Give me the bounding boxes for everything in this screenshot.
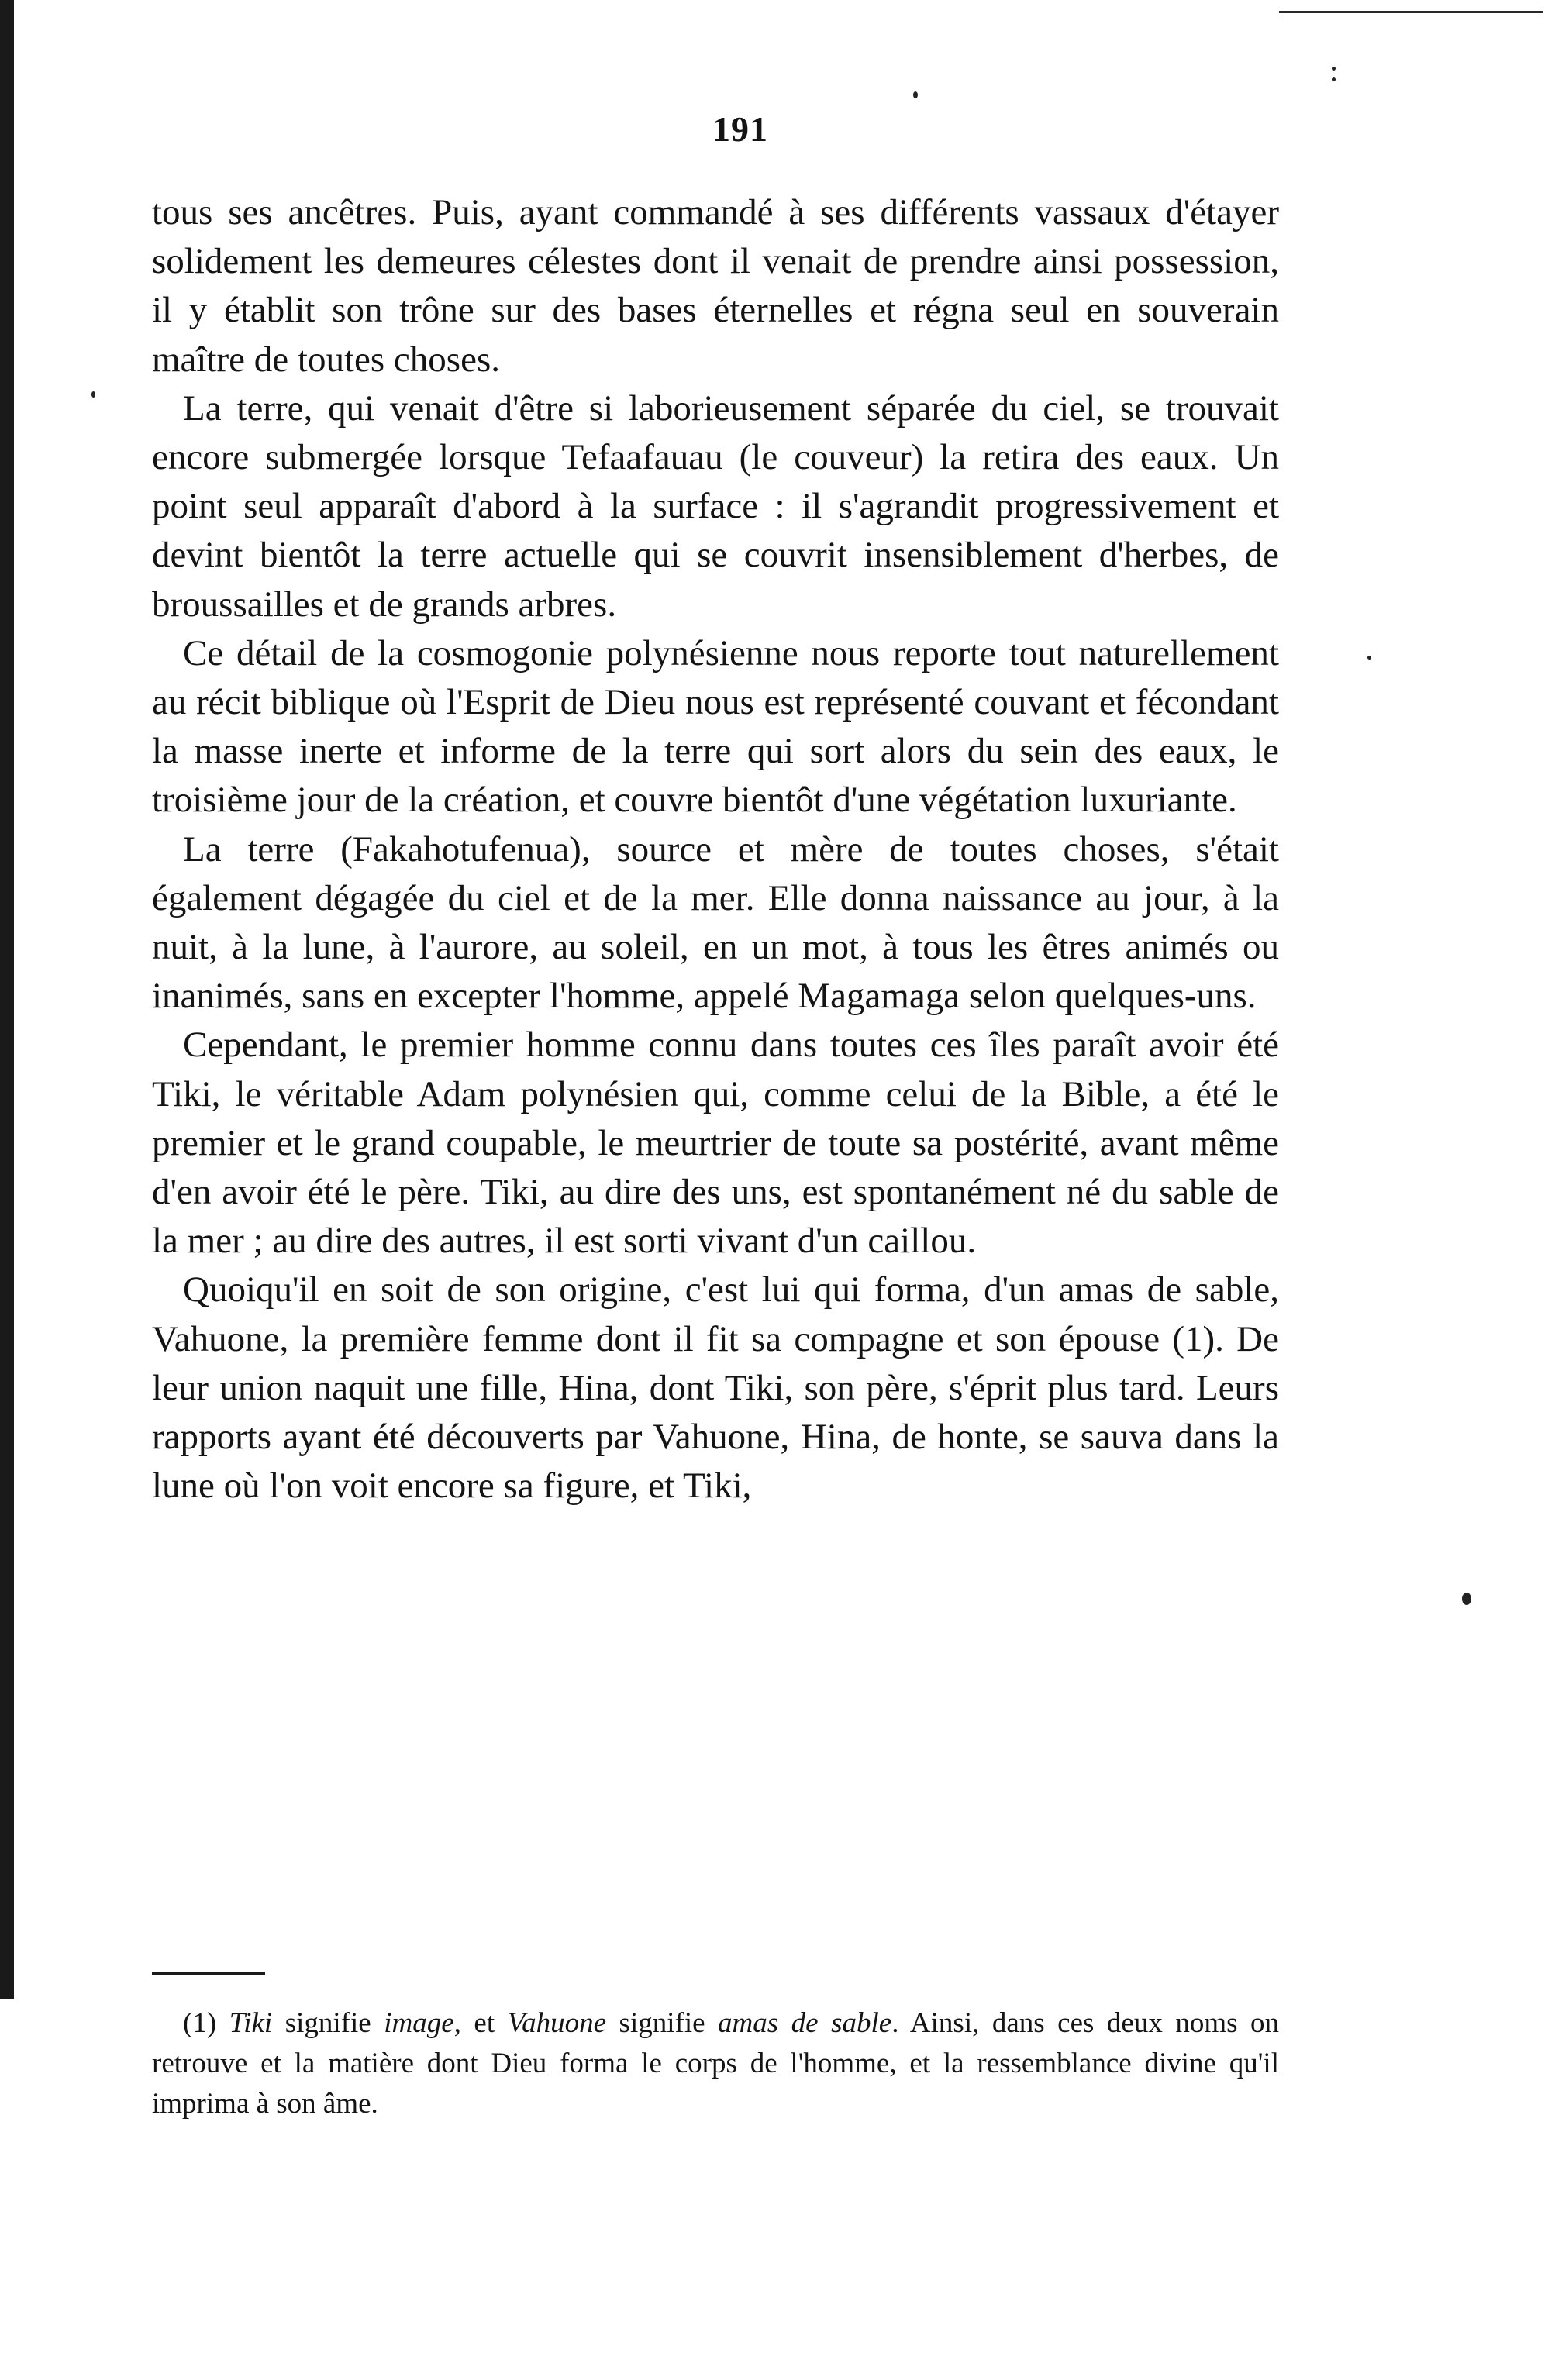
scan-speck	[1462, 1593, 1471, 1605]
scan-speck	[1367, 656, 1371, 660]
footnote-text: signifie	[272, 2007, 384, 2039]
footnote-marker: (1)	[183, 2007, 217, 2039]
footnote-meaning: amas de sable	[718, 2007, 892, 2039]
scan-edge-line	[1279, 11, 1543, 13]
scan-speck	[91, 391, 95, 398]
footnote-text: signifie	[606, 2007, 719, 2039]
scan-speck	[913, 91, 918, 98]
paragraph: tous ses ancêtres. Puis, ayant commandé à ses différents vassaux d'étayer solidement les demeures célestes dont il venait de prendre ainsi possession, il y établit son trône sur des bases éternelles et régna seul en souverain maître de toutes choses.	[152, 192, 1279, 380]
scan-speck	[1332, 67, 1336, 71]
paragraph: Ce détail de la cosmogonie polynésienne nous reporte tout naturellement au récit biblique où l'Esprit de Dieu nous est représenté couvant et fécondant la masse inerte et informe de la terre qui sort alors du sein des eaux, le troisième jour de la création, et couvre bientôt d'une végétation luxuriante.	[152, 632, 1279, 821]
footnote	[152, 2003, 1279, 2124]
footnote-term: Vahuone	[507, 2007, 607, 2039]
footnote-separator	[152, 1972, 265, 1975]
body-text	[152, 188, 1279, 1510]
paragraph: Quoiqu'il en soit de son origine, c'est lui qui forma, d'un amas de sable, Vahuone, la première femme dont il fit sa compagne et son épouse (1). De leur union naquit une fille, Hina, dont Tiki, son père, s'éprit plus tard. Leurs rapports ayant été découverts par Vahuone, Hina, de honte, se sauva dans la lune où l'on voit encore sa figure, et Tiki,	[152, 1269, 1279, 1507]
page-spine-shadow	[0, 0, 14, 1999]
footnote-text: , et	[453, 2007, 508, 2039]
scan-speck	[1332, 77, 1336, 81]
paragraph: La terre, qui venait d'être si laborieusement séparée du ciel, se trouvait encore submergée lorsque Tefaafauau (le couveur) la retira des eaux. Un point seul apparaît d'abord à la surface : il s'agrandit progressivement et devint bientôt la terre actuelle qui se couvrit insensiblement d'herbes, de broussailles et de grands arbres.	[152, 387, 1279, 625]
paragraph: La terre (Fakahotufenua), source et mère de toutes choses, s'était également dégagée du ciel et de la mer. Elle donna naissance au jour, à la nuit, à la lune, à l'aurore, au soleil, en un mot, à tous les êtres animés ou inanimés, sans en excepter l'homme, appelé Magamaga selon quelques-uns.	[152, 828, 1279, 1017]
footnote-term: Tiki	[229, 2007, 273, 2039]
paragraph: Cependant, le premier homme connu dans toutes ces îles paraît avoir été Tiki, le véritable Adam polynésien qui, comme celui de la Bible, a été le premier et le grand coupable, le meurtrier de toute sa postérité, avant même d'en avoir été le père. Tiki, au dire des uns, est spontanément né du sable de la mer ; au dire des autres, il est sorti vivant d'un caillou.	[152, 1025, 1279, 1262]
footnote-text: . Ainsi, dans ces deux noms on retrouve et la matière dont Dieu forma le corps de l'homme, et la ressemblance divine qu'il imprima à son âme.	[152, 2007, 1280, 2120]
footnote-meaning: image	[384, 2007, 454, 2039]
page-number: 191	[712, 109, 768, 149]
